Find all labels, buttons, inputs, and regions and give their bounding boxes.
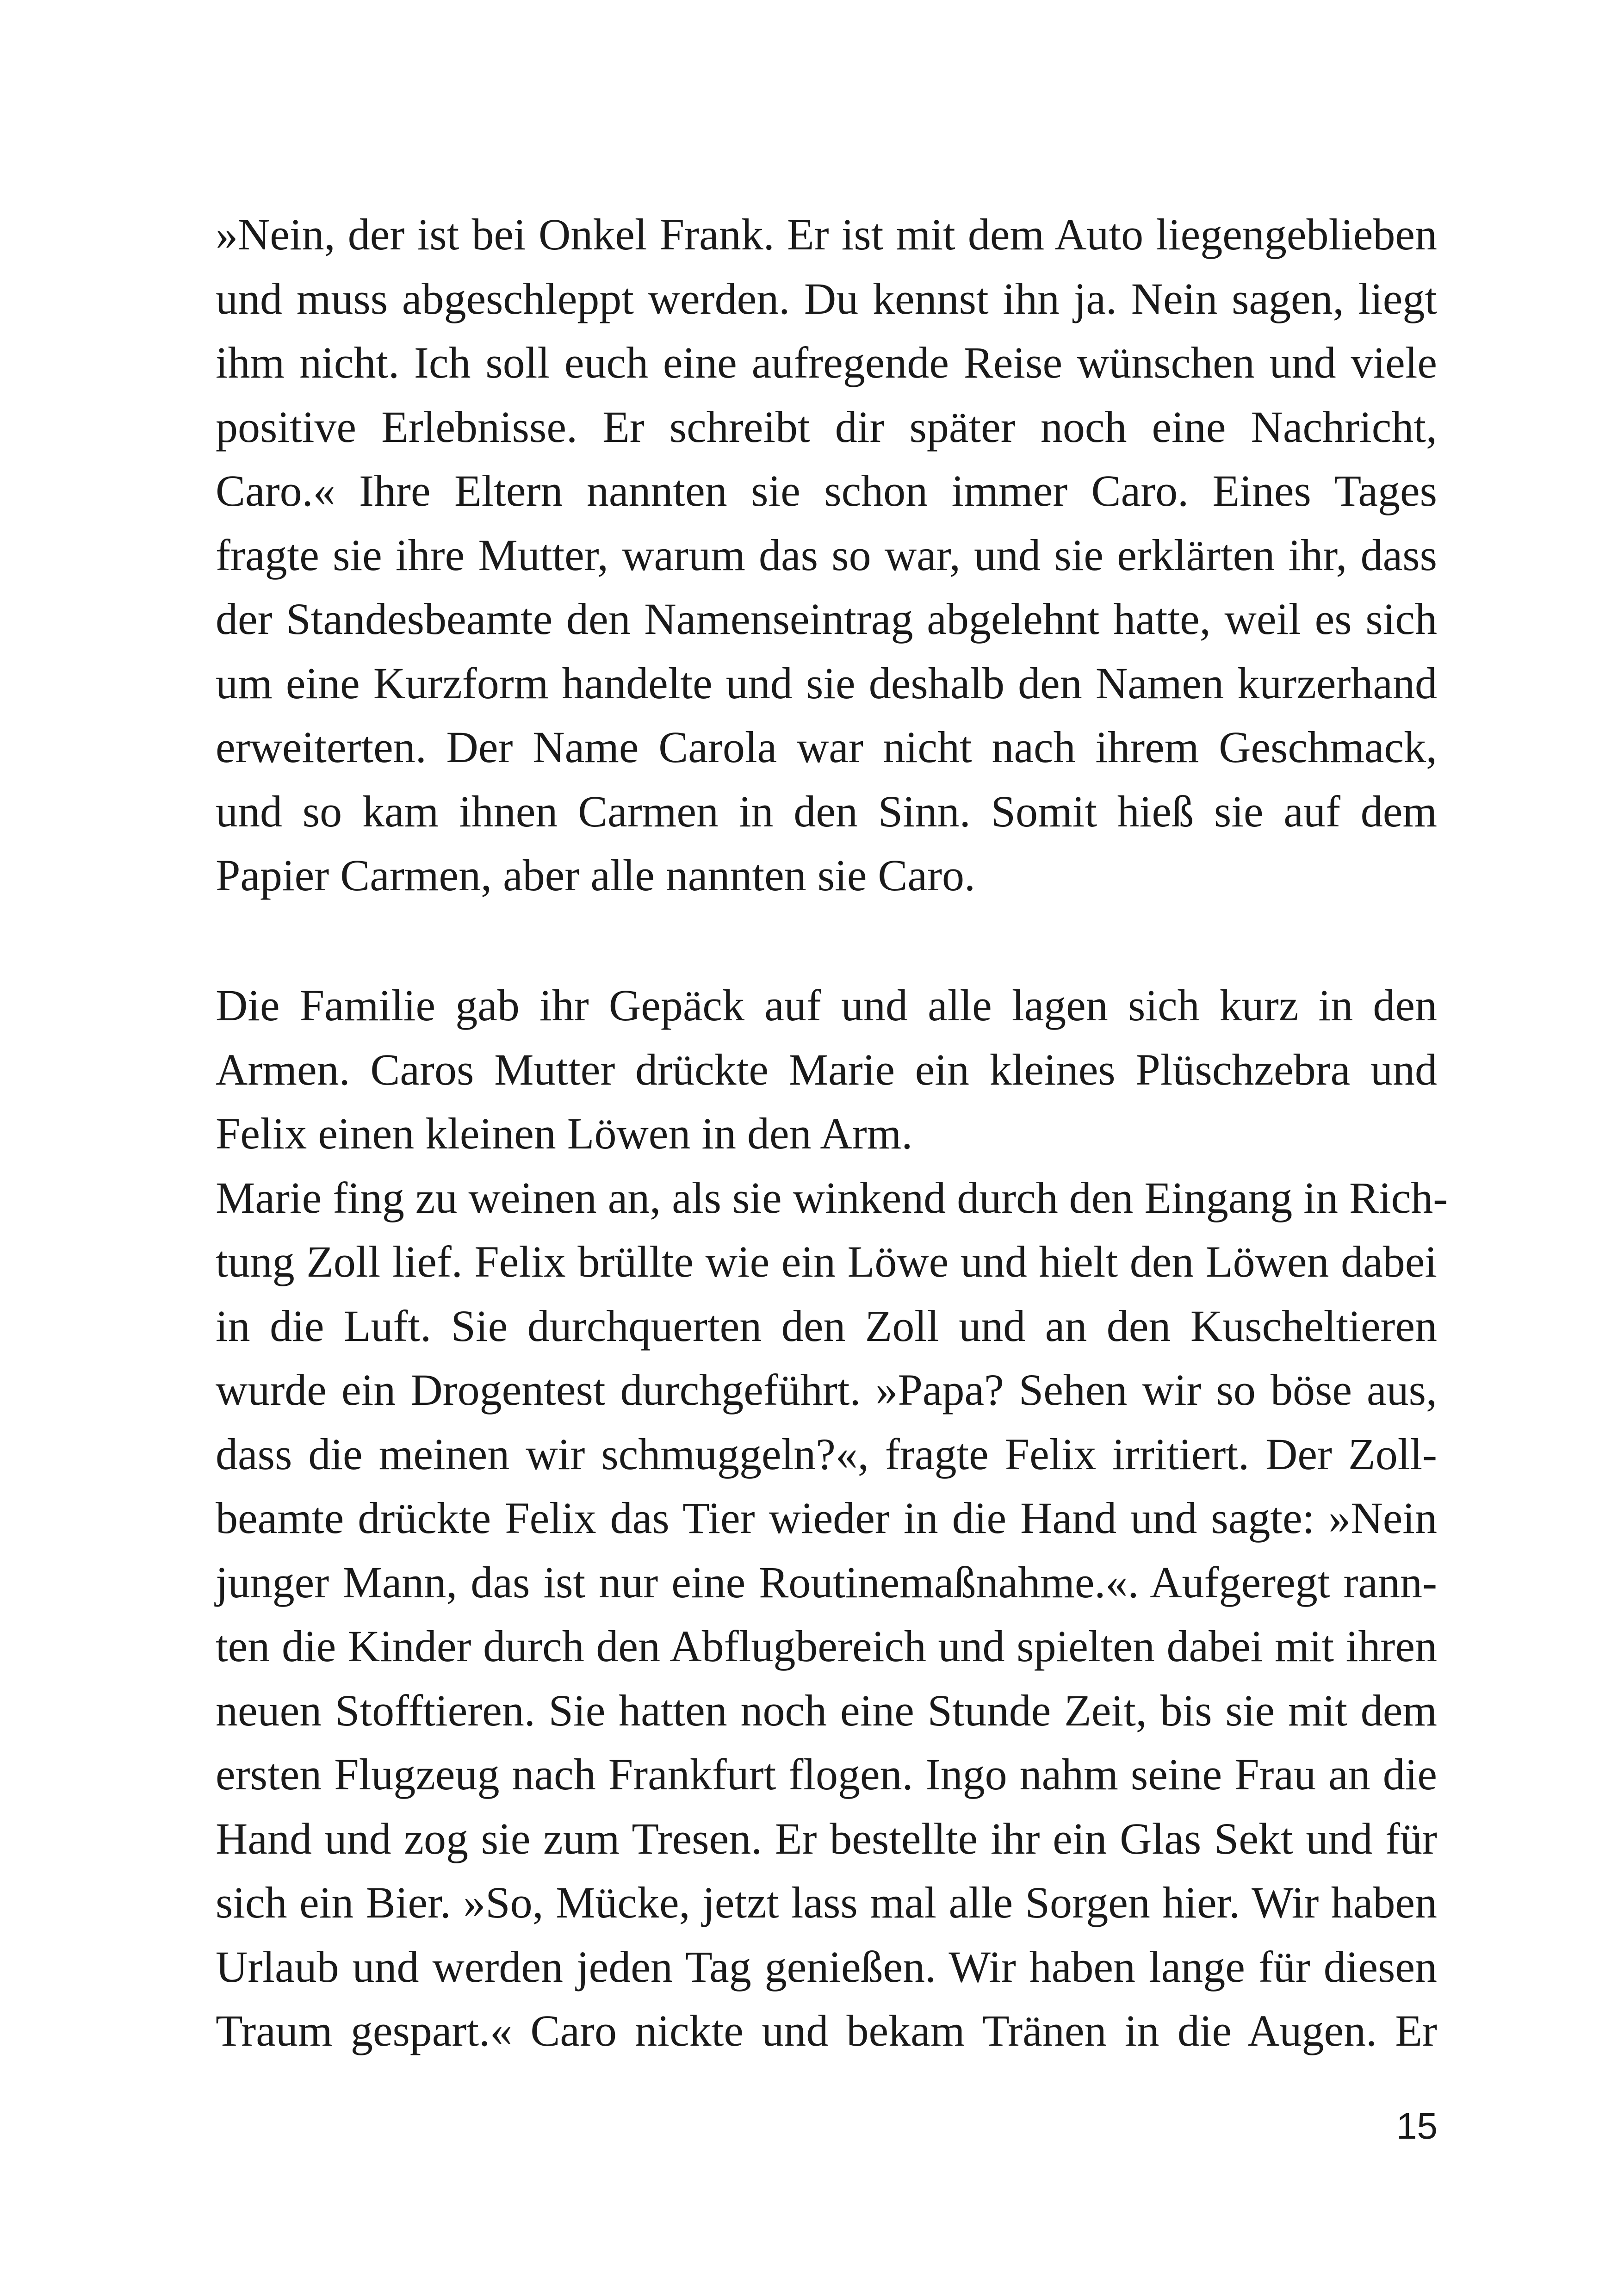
text-line: erweiterten. Der Name Carola war nicht nach ihrem Geschmack, bbox=[216, 722, 1437, 772]
text-line: Caro.« Ihre Eltern nannten sie schon immer Caro. Eines Tages bbox=[216, 466, 1437, 515]
text-line: ihm nicht. Ich soll euch eine aufregende Reise wünschen und viele bbox=[216, 338, 1437, 387]
text-line: neuen Stofftieren. Sie hatten noch eine Stunde Zeit, bis sie mit dem bbox=[216, 1685, 1437, 1735]
text-line: Traum gespart.« Caro nickte und bekam Tränen in die Augen. Er bbox=[216, 2006, 1437, 2055]
paragraph-1 bbox=[216, 203, 1437, 908]
text-line: dass die meinen wir schmuggeln?«, fragte Felix irritiert. Der Zoll- bbox=[216, 1429, 1437, 1479]
text-line: sich ein Bier. »So, Mücke, jetzt lass mal alle Sorgen hier. Wir haben bbox=[216, 1878, 1437, 1927]
text-line: in die Luft. Sie durchquerten den Zoll und an den Kuscheltieren bbox=[216, 1301, 1437, 1351]
text-line: »Nein, der ist bei Onkel Frank. Er ist mit dem Auto liegengeblieben bbox=[216, 210, 1437, 259]
text-line: ten die Kinder durch den Abflugbereich und spielten dabei mit ihren bbox=[216, 1621, 1437, 1671]
text-line: wurde ein Drogentest durchgeführt. »Papa? Sehen wir so böse aus, bbox=[216, 1365, 1437, 1415]
paragraph-2 bbox=[216, 974, 1448, 2063]
text-line: fragte sie ihre Mutter, warum das so war, und sie erklärten ihr, dass bbox=[216, 530, 1437, 580]
text-line: junger Mann, das ist nur eine Routinemaßnahme.«. Aufgeregt rann- bbox=[216, 1557, 1437, 1607]
text-line: Armen. Caros Mutter drückte Marie ein kleines Plüschzebra und bbox=[216, 1044, 1437, 1094]
text-line: positive Erlebnisse. Er schreibt dir später noch eine Nachricht, bbox=[216, 402, 1437, 452]
text-line: Die Familie gab ihr Gepäck auf und alle lagen sich kurz in den bbox=[216, 980, 1437, 1030]
text-line: beamte drückte Felix das Tier wieder in die Hand und sagte: »Nein bbox=[216, 1493, 1437, 1543]
text-line: Felix einen kleinen Löwen in den Arm. bbox=[216, 1109, 913, 1158]
text-line: tung Zoll lief. Felix brüllte wie ein Löwe und hielt den Löwen dabei bbox=[216, 1237, 1437, 1286]
page-number: 15 bbox=[1396, 2105, 1438, 2147]
text-line: und muss abgeschleppt werden. Du kennst ihn ja. Nein sagen, liegt bbox=[216, 273, 1437, 323]
text-line: Hand und zog sie zum Tresen. Er bestellte ihr ein Glas Sekt und für bbox=[216, 1813, 1437, 1863]
text-line: Papier Carmen, aber alle nannten sie Caro. bbox=[216, 850, 976, 900]
text-line: Marie fing zu weinen an, als sie winkend durch den Eingang in Rich- bbox=[216, 1173, 1448, 1222]
text-line: und so kam ihnen Carmen in den Sinn. Somit hieß sie auf dem bbox=[216, 786, 1437, 836]
text-line: ersten Flugzeug nach Frankfurt flogen. Ingo nahm seine Frau an die bbox=[216, 1750, 1437, 1799]
text-line: Urlaub und werden jeden Tag genießen. Wir haben lange für diesen bbox=[216, 1942, 1437, 1992]
text-line: um eine Kurzform handelte und sie deshalb den Namen kurzerhand bbox=[216, 658, 1437, 708]
text-line: der Standesbeamte den Namenseintrag abgelehnt hatte, weil es sich bbox=[216, 594, 1437, 644]
